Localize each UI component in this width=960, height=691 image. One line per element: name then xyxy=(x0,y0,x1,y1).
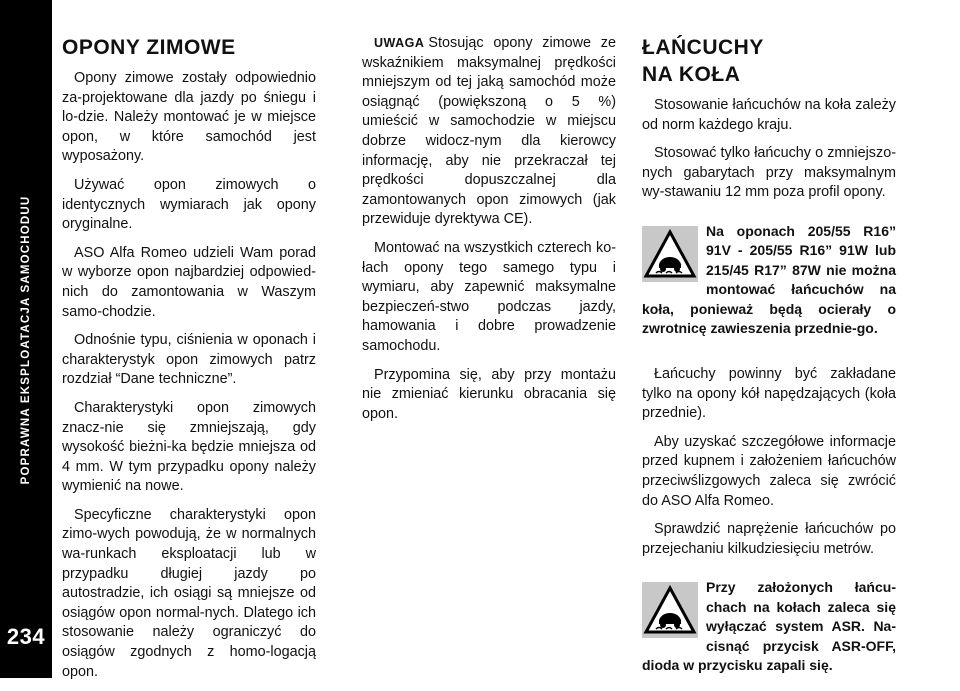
sidebar xyxy=(0,0,52,678)
paragraph: Specyficzne charakterystyki opon zimo-wych powodują, że w normalnych wa-runkach eksploatacji lub w przypadku długiej jazdy po autostradzie, ich osiągi są mniejsze od osiągów opon normal-nych. Dlatego ich stosowanie należy ograniczyć do osiągów zgodnych z homo-logacją opon. xyxy=(62,506,316,680)
section-title: POPRAWNA EKSPLOATACJA SAMOCHODUU xyxy=(20,195,32,485)
car-skid-warning-icon xyxy=(642,226,698,282)
column-caution xyxy=(362,34,616,433)
column-snow-chains xyxy=(642,34,896,676)
warning-box-asr xyxy=(642,578,896,676)
heading-snow-chains xyxy=(642,34,896,88)
paragraph: Aby uzyskać szczegółowe informacje przed kupnem i założeniem łańcuchów przeciwślizgowych zaleca się zwrócić do ASO Alfa Romeo. xyxy=(642,433,896,509)
paragraph: Przypomina się, aby przy montażu nie zmieniać kierunku obracania się opon. xyxy=(362,366,616,422)
paragraph: Odnośnie typu, ciśnienia w oponach i charakterystyk opon zimowych patrz rozdział “Dane techniczne”. xyxy=(62,332,316,388)
heading-winter-tyres: OPONY ZIMOWE xyxy=(62,36,236,59)
paragraph: Stosować tylko łańcuchy o zmniejszo-nych gabarytach przy maksymalnym wy-stawaniu 12 mm poza profil opony. xyxy=(642,145,896,201)
paragraph: Używać opon zimowych o identycznych wymiarach jak opony oryginalne. xyxy=(62,176,316,233)
paragraph: Łańcuchy powinny być zakładane tylko na opony kół napędzających (koła przednie). xyxy=(642,365,896,422)
heading-line-1: ŁAŃCUCHY xyxy=(642,36,764,59)
column-winter-tyres xyxy=(62,34,316,691)
paragraph: Sprawdzić naprężenie łańcuchów po przejechaniu kilkudziesięciu metrów. xyxy=(642,521,896,557)
paragraph: Montować na wszystkich czterech ko-łach opony tego samego typu i wymiaru, aby zapewnić maksymalne bezpieczeń-stwo podczas jazdy, hamowania i dobre prowadzenie samochodu. xyxy=(362,239,616,354)
heading-line-2: NA KOŁA xyxy=(642,63,741,86)
car-skid-warning-icon xyxy=(642,582,698,638)
paragraph: Charakterystyki opon zimowych znacz-nie się zmniejszają, gdy wysokość bieżni-ka będzie mniejsza od 4 mm. W tym przypadku opony należy wymienić na nowe. xyxy=(62,399,316,495)
warning-box-tyre-sizes xyxy=(642,222,896,339)
paragraph: ASO Alfa Romeo udzieli Wam porad w wyborze opon najbardziej odpowied-nich do zamontowania w Waszym samo-chodzie. xyxy=(62,244,316,320)
caution-text: Stosując opony zimowe ze wskaźnikiem maksymalnej prędkości mniejszym od tej jaką samochód może osiągnąć (powiększoną o 5 %) umieścić w samochodzie w miejscu dobrze widocz-nym dla kierowcy informację, aby nie przekraczał tej prędkości dopuszczalnej dla zamontowanych opon zimowych (jak przewiduje dyrektywa CE). xyxy=(362,35,616,228)
warning-text: Przy założonych łańcu-chach na kołach zaleca się wyłączać system ASR. Na-cisnąć przycisk ASR-OFF, dioda w przycisku zapali się. xyxy=(642,579,896,674)
paragraph: Stosowanie łańcuchów na koła zależy od norm każdego kraju. xyxy=(642,97,896,133)
caution-label: UWAGA xyxy=(374,36,425,50)
caution-paragraph xyxy=(362,34,616,230)
paragraph: Opony zimowe zostały odpowiednio za-projektowane dla jazdy po śniegu i lo-dzie. Należy montować je w miejsce opon, w które samochód jest wyposażony. xyxy=(62,70,316,165)
warning-text: Na oponach 205/55 R16” 91V - 205/55 R16” 91W lub 215/45 R17” 87W nie można montować łańcuchów na koła, ponieważ będą ocierały o zwrotnicę zawieszenia przednie-go. xyxy=(642,222,896,337)
page-number: 234 xyxy=(6,624,46,649)
